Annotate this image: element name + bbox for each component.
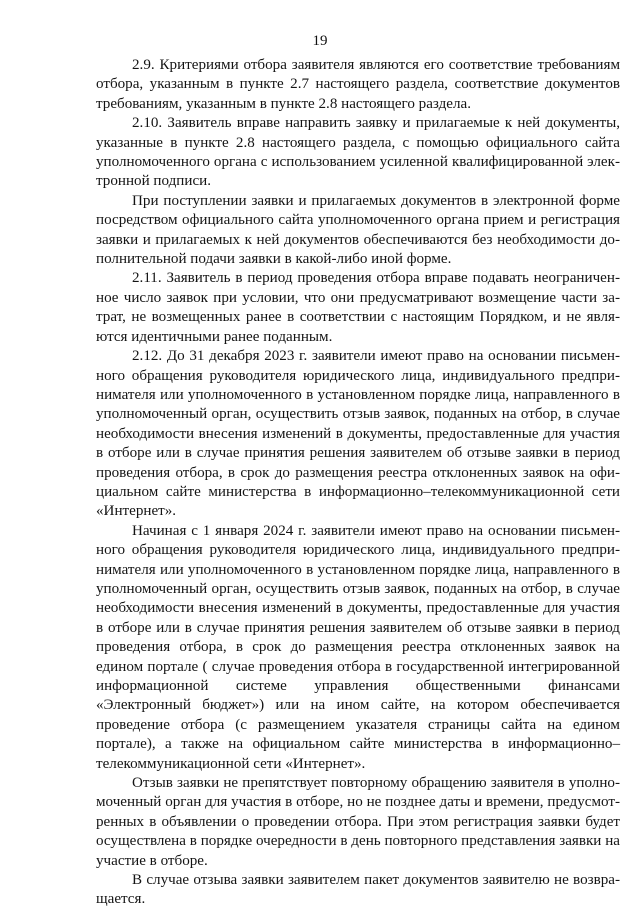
paragraph-2-11: 2.11. Заявитель в период проведения отбора вправе подавать неограниченное число заявок при условии, что они предусматривают возмещение части затрат, не возмещенных ранее в соответствии с настоящим Порядком, и не являются идентичными ранее поданным. [96,270,620,345]
page-number: 19 [312,33,328,49]
paragraph-documents-not-returned: В случае отзыва заявки заявителем пакет документов заявителю не возвращается. [96,872,620,908]
document-body [96,56,620,910]
paragraph-from-2024: Начиная с 1 января 2024 г. заявители имеют право на основании письменного обращения руководителя юридического лица, индивидуального предпринимателя или уполномоченного в установленном порядке лица, направленного в уполномоченный орган, осуществить отзыв заявок, поданных на отбор, в случае необходимости внесения изменений в документы, предоставленные для участия в отборе или в случае принятия решения заявителем об отзыве заявки в период проведения отбора, в срок до размещения реестра отклоненных заявок на едином портале ( случае проведения отбора в государственной интегрированной информационной системе управления общественными финансами «Электронный бюджет») или на ином сайте, на котором обеспечивается проведение отбора (с размещением указателя страницы сайта на едином портале), а также на официальном сайте министерства в информационно–телекоммуникационной сети «Интернет». [96,522,620,772]
paragraph-2-10: 2.10. Заявитель вправе направить заявку и прилагаемые к ней документы, указанные в пункте 2.8 настоящего раздела, с помощью официального сайта уполномоченного органа с использованием усиленной квалифицированной электронной подписи. [96,115,620,190]
paragraph-2-12: 2.12. До 31 декабря 2023 г. заявители имеют право на основании письменного обращения руководителя юридического лица, индивидуального предпринимателя или уполномоченного в установленном порядке лица, направленного в уполномоченный орган, осуществить отзыв заявок, поданных на отбор, в случае необходимости внесения изменений в документы, предоставленные для участия в отборе или в случае принятия решения заявителем об отзыве заявки в период проведения отбора, в срок до размещения реестра отклоненных заявок на официальном сайте министерства в информационно–телекоммуникационной сети «Интернет». [96,348,620,520]
paragraph-electronic-submission: При поступлении заявки и прилагаемых документов в электронной форме посредством официального сайта уполномоченного органа прием и регистрация заявки и прилагаемых к ней документов обеспечиваются без необходимости дополнительной подачи заявки в какой-либо иной форме. [96,192,620,268]
paragraph-withdrawal-repeat: Отзыв заявки не препятствует повторному обращению заявителя в уполномоченный орган для участия в отборе, но не позднее даты и времени, предусмотренных в объявлении о проведении отбора. При этом регистрация заявки будет осуществлена в порядке очередности в день повторного представления заявки на участие в отборе. [96,775,620,869]
paragraph-2-9: 2.9. Критериями отбора заявителя являются его соответствие требованиям отбора, указанным в пункте 2.7 настоящего раздела, соответствие документов требованиям, указанным в пункте 2.8 настоящего раздела. [96,57,620,112]
